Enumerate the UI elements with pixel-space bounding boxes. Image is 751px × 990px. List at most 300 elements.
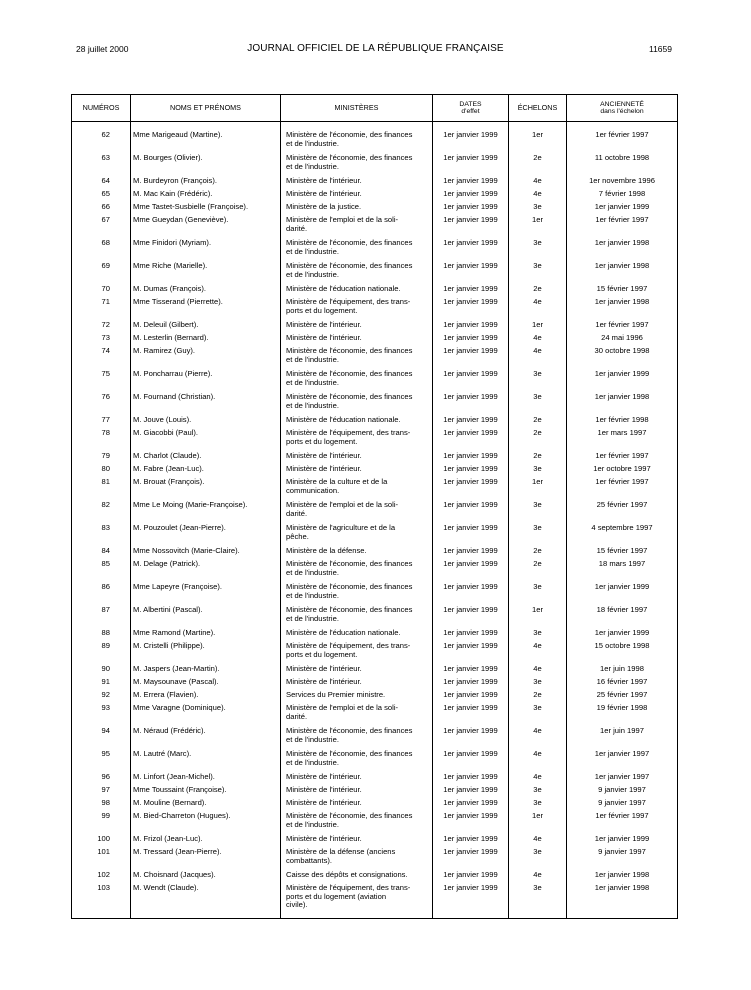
row-seniority: 1er février 1997 (567, 812, 678, 835)
row-name: M. Burdeyron (François). (131, 177, 281, 190)
row-echelon: 4e (509, 347, 567, 370)
row-number: 77 (72, 416, 131, 429)
row-number: 74 (72, 347, 131, 370)
row-number: 100 (72, 835, 131, 848)
ministry-line: Ministère de l'éducation nationale. (286, 628, 401, 637)
row-ministry (281, 216, 433, 239)
row-echelon: 2e (509, 547, 567, 560)
ministry-line: et de l'industrie. (286, 246, 339, 256)
row-effective-date: 1er janvier 1999 (433, 691, 509, 704)
ministry-line: et de l'industrie. (286, 138, 339, 148)
row-name: M. Jaspers (Jean-Martin). (131, 665, 281, 678)
issue-date: 28 juillet 2000 (76, 44, 129, 54)
col-header-numeros: NUMÉROS (72, 95, 131, 122)
row-name: Mme Finidori (Myriam). (131, 239, 281, 262)
table-row (72, 704, 678, 727)
row-ministry (281, 524, 433, 547)
ministry-line: Ministère de l'économie, des finances (286, 811, 413, 820)
row-echelon: 2e (509, 285, 567, 298)
row-seniority: 1er novembre 1996 (567, 177, 678, 190)
row-ministry (281, 478, 433, 501)
row-ministry (281, 727, 433, 750)
row-number: 82 (72, 501, 131, 524)
row-echelon: 4e (509, 871, 567, 884)
ministry-line: Ministère de l'économie, des finances (286, 392, 413, 401)
row-name: M. Linfort (Jean-Michel). (131, 773, 281, 786)
row-number: 63 (72, 154, 131, 177)
ministry-line: Ministère de la justice. (286, 202, 362, 211)
col-header-anciennete-line2: dans l'échelon (600, 108, 644, 115)
ministry-line: Ministère de l'économie, des finances (286, 346, 413, 355)
table-row (72, 501, 678, 524)
row-seniority: 1er janvier 1999 (567, 835, 678, 848)
row-number: 95 (72, 750, 131, 773)
row-echelon: 1er (509, 131, 567, 154)
row-name: Mme Tastet-Susbielle (Françoise). (131, 203, 281, 216)
row-effective-date: 1er janvier 1999 (433, 835, 509, 848)
row-echelon: 4e (509, 298, 567, 321)
row-number: 70 (72, 285, 131, 298)
ministry-line: Ministère de l'intérieur. (286, 772, 362, 781)
row-name: M. Ramirez (Guy). (131, 347, 281, 370)
row-ministry (281, 606, 433, 629)
table-row (72, 478, 678, 501)
row-echelon: 3e (509, 629, 567, 642)
row-echelon: 3e (509, 370, 567, 393)
ministry-line: Ministère de l'économie, des finances (286, 726, 413, 735)
row-echelon: 1er (509, 216, 567, 239)
row-name: Mme Tisserand (Pierrette). (131, 298, 281, 321)
col-header-anciennete-line1: ANCIENNETÉ (600, 100, 644, 108)
table-row (72, 606, 678, 629)
row-number: 86 (72, 583, 131, 606)
row-number: 102 (72, 871, 131, 884)
row-effective-date: 1er janvier 1999 (433, 547, 509, 560)
row-ministry (281, 393, 433, 416)
table-row (72, 131, 678, 154)
row-name: M. Mouline (Bernard). (131, 799, 281, 812)
page-header (0, 43, 751, 57)
row-effective-date: 1er janvier 1999 (433, 334, 509, 347)
ministry-line: Ministère de l'intérieur. (286, 798, 362, 807)
row-number: 73 (72, 334, 131, 347)
row-number: 67 (72, 216, 131, 239)
row-number: 81 (72, 478, 131, 501)
row-ministry (281, 848, 433, 871)
ministry-line: et de l'industrie. (286, 567, 339, 577)
row-echelon: 3e (509, 239, 567, 262)
table-row (72, 727, 678, 750)
row-ministry (281, 750, 433, 773)
ministry-line: communication. (286, 485, 340, 495)
ministry-line: Ministère de la culture et de la (286, 477, 388, 486)
row-seniority: 15 février 1997 (567, 285, 678, 298)
row-number: 84 (72, 547, 131, 560)
row-ministry (281, 884, 433, 919)
ministry-line: Ministère de l'intérieur. (286, 451, 362, 460)
row-echelon: 2e (509, 429, 567, 452)
row-name: M. Jouve (Louis). (131, 416, 281, 429)
journal-title: JOURNAL OFFICIEL DE LA RÉPUBLIQUE FRANÇAISE (247, 43, 504, 54)
row-effective-date: 1er janvier 1999 (433, 321, 509, 334)
ministry-line: et de l'industrie. (286, 819, 339, 829)
row-number: 101 (72, 848, 131, 871)
row-ministry (281, 262, 433, 285)
ministry-line: ports et du logement. (286, 436, 358, 446)
col-header-dates (433, 95, 509, 122)
row-name: M. Dumas (François). (131, 285, 281, 298)
row-seniority: 9 janvier 1997 (567, 799, 678, 812)
row-ministry (281, 560, 433, 583)
ministry-line: Ministère de l'équipement, des trans- (286, 641, 411, 650)
promotion-table (71, 94, 678, 919)
row-echelon: 4e (509, 727, 567, 750)
ministry-line: Ministère de l'équipement, des trans- (286, 883, 411, 892)
row-name: Mme Lapeyre (Françoise). (131, 583, 281, 606)
row-ministry (281, 370, 433, 393)
row-name: M. Brouat (François). (131, 478, 281, 501)
ministry-line: Ministère de l'économie, des finances (286, 749, 413, 758)
row-echelon: 4e (509, 750, 567, 773)
row-effective-date: 1er janvier 1999 (433, 478, 509, 501)
ministry-line: et de l'industrie. (286, 400, 339, 410)
row-number: 99 (72, 812, 131, 835)
row-effective-date: 1er janvier 1999 (433, 298, 509, 321)
row-effective-date: 1er janvier 1999 (433, 416, 509, 429)
row-echelon: 1er (509, 478, 567, 501)
row-echelon: 3e (509, 704, 567, 727)
table-row (72, 239, 678, 262)
ministry-line: Ministère de l'économie, des finances (286, 130, 413, 139)
table-row (72, 524, 678, 547)
ministry-line: Caisse des dépôts et consignations. (286, 870, 408, 879)
ministry-line: Ministère de l'intérieur. (286, 320, 362, 329)
row-seniority: 7 février 1998 (567, 190, 678, 203)
row-echelon: 1er (509, 606, 567, 629)
ministry-line: Services du Premier ministre. (286, 690, 386, 699)
row-name: M. Pouzoulet (Jean-Pierre). (131, 524, 281, 547)
row-number: 75 (72, 370, 131, 393)
row-seniority: 25 février 1997 (567, 501, 678, 524)
ministry-line: Ministère de l'éducation nationale. (286, 415, 401, 424)
row-echelon: 3e (509, 524, 567, 547)
ministry-line: et de l'industrie. (286, 590, 339, 600)
col-header-dates-line1: DATES (459, 100, 482, 108)
row-effective-date: 1er janvier 1999 (433, 501, 509, 524)
row-echelon: 1er (509, 321, 567, 334)
row-seniority: 18 février 1997 (567, 606, 678, 629)
row-echelon: 2e (509, 560, 567, 583)
row-seniority: 1er janvier 1999 (567, 583, 678, 606)
row-name: M. Mac Kain (Frédéric). (131, 190, 281, 203)
row-name: M. Lesterlin (Bernard). (131, 334, 281, 347)
row-name: M. Bourges (Olivier). (131, 154, 281, 177)
row-name: M. Tressard (Jean-Pierre). (131, 848, 281, 871)
row-effective-date: 1er janvier 1999 (433, 154, 509, 177)
row-name: Mme Le Moing (Marie-Françoise). (131, 501, 281, 524)
ministry-line: civile). (286, 900, 308, 910)
row-number: 62 (72, 131, 131, 154)
row-seniority: 9 janvier 1997 (567, 848, 678, 871)
row-number: 64 (72, 177, 131, 190)
row-seniority: 1er janvier 1999 (567, 629, 678, 642)
row-ministry (281, 501, 433, 524)
row-effective-date: 1er janvier 1999 (433, 642, 509, 665)
row-number: 92 (72, 691, 131, 704)
ministry-line: ports et du logement (aviation (286, 891, 387, 901)
row-effective-date: 1er janvier 1999 (433, 665, 509, 678)
row-number: 80 (72, 465, 131, 478)
ministry-line: Ministère de l'intérieur. (286, 176, 362, 185)
ministry-line: Ministère de l'intérieur. (286, 677, 362, 686)
table-body (72, 122, 678, 919)
row-effective-date: 1er janvier 1999 (433, 871, 509, 884)
table-row (72, 750, 678, 773)
ministry-line: Ministère de l'économie, des finances (286, 605, 413, 614)
table-row (72, 262, 678, 285)
row-seniority: 9 janvier 1997 (567, 786, 678, 799)
ministry-line: Ministère de l'intérieur. (286, 464, 362, 473)
ministry-line: Ministère de l'équipement, des trans- (286, 428, 411, 437)
row-name: M. Albertini (Pascal). (131, 606, 281, 629)
row-name: M. Poncharrau (Pierre). (131, 370, 281, 393)
row-echelon: 3e (509, 799, 567, 812)
row-name: Mme Toussaint (Françoise). (131, 786, 281, 799)
row-effective-date: 1er janvier 1999 (433, 429, 509, 452)
table-row (72, 347, 678, 370)
row-seniority: 1er janvier 1998 (567, 239, 678, 262)
ministry-line: Ministère de la défense. (286, 546, 367, 555)
row-number: 83 (72, 524, 131, 547)
ministry-line: pêche. (286, 531, 309, 541)
ministry-line: darité. (286, 508, 308, 518)
row-echelon: 3e (509, 583, 567, 606)
row-number: 65 (72, 190, 131, 203)
ministry-line: ports et du logement. (286, 305, 358, 315)
row-effective-date: 1er janvier 1999 (433, 203, 509, 216)
row-effective-date: 1er janvier 1999 (433, 131, 509, 154)
row-number: 72 (72, 321, 131, 334)
row-echelon: 4e (509, 642, 567, 665)
row-echelon: 1er (509, 812, 567, 835)
ministry-line: Ministère de l'économie, des finances (286, 153, 413, 162)
table-row (72, 370, 678, 393)
row-effective-date: 1er janvier 1999 (433, 606, 509, 629)
table-row (72, 154, 678, 177)
row-effective-date: 1er janvier 1999 (433, 216, 509, 239)
row-echelon: 2e (509, 452, 567, 465)
row-name: M. Cristelli (Philippe). (131, 642, 281, 665)
row-number: 98 (72, 799, 131, 812)
row-effective-date: 1er janvier 1999 (433, 812, 509, 835)
row-effective-date: 1er janvier 1999 (433, 190, 509, 203)
row-ministry (281, 131, 433, 154)
row-seniority: 4 septembre 1997 (567, 524, 678, 547)
row-seniority: 1er février 1997 (567, 321, 678, 334)
row-seniority: 1er janvier 1997 (567, 750, 678, 773)
row-seniority: 1er février 1997 (567, 131, 678, 154)
col-header-noms: NOMS ET PRÉNOMS (131, 95, 281, 122)
ministry-line: Ministère de l'agriculture et de la (286, 523, 396, 532)
row-name: M. Errera (Flavien). (131, 691, 281, 704)
row-name: M. Deleuil (Gilbert). (131, 321, 281, 334)
row-seniority: 1er janvier 1998 (567, 262, 678, 285)
table-row (72, 848, 678, 871)
row-echelon: 4e (509, 665, 567, 678)
row-name: M. Charlot (Claude). (131, 452, 281, 465)
row-effective-date: 1er janvier 1999 (433, 347, 509, 370)
row-effective-date: 1er janvier 1999 (433, 452, 509, 465)
table-row (72, 429, 678, 452)
row-seniority: 1er janvier 1998 (567, 884, 678, 919)
ministry-line: et de l'industrie. (286, 354, 339, 364)
ministry-line: Ministère de l'intérieur. (286, 834, 362, 843)
row-name: M. Delage (Patrick). (131, 560, 281, 583)
ministry-line: et de l'industrie. (286, 377, 339, 387)
ministry-line: et de l'industrie. (286, 613, 339, 623)
row-effective-date: 1er janvier 1999 (433, 583, 509, 606)
col-header-ministeres: MINISTÈRES (281, 95, 433, 122)
row-echelon: 3e (509, 393, 567, 416)
row-effective-date: 1er janvier 1999 (433, 465, 509, 478)
row-ministry (281, 812, 433, 835)
row-name: Mme Gueydan (Geneviève). (131, 216, 281, 239)
row-name: Mme Varagne (Dominique). (131, 704, 281, 727)
row-name: Mme Ramond (Martine). (131, 629, 281, 642)
col-header-echelons: ÉCHELONS (509, 95, 567, 122)
row-echelon: 3e (509, 678, 567, 691)
row-effective-date: 1er janvier 1999 (433, 560, 509, 583)
row-name: M. Bied-Charreton (Hugues). (131, 812, 281, 835)
row-number: 66 (72, 203, 131, 216)
row-effective-date: 1er janvier 1999 (433, 727, 509, 750)
page-number: 11659 (648, 44, 672, 54)
row-number: 93 (72, 704, 131, 727)
ministry-line: darité. (286, 223, 308, 233)
row-name: M. Lautré (Marc). (131, 750, 281, 773)
row-seniority: 1er janvier 1998 (567, 871, 678, 884)
row-number: 68 (72, 239, 131, 262)
row-ministry (281, 298, 433, 321)
row-echelon: 3e (509, 501, 567, 524)
ministry-line: Ministère de la défense (anciens (286, 847, 396, 856)
promotion-table-wrapper (71, 94, 677, 919)
row-effective-date: 1er janvier 1999 (433, 848, 509, 871)
row-seniority: 1er janvier 1999 (567, 370, 678, 393)
row-effective-date: 1er janvier 1999 (433, 799, 509, 812)
row-seniority: 15 octobre 1998 (567, 642, 678, 665)
row-effective-date: 1er janvier 1999 (433, 239, 509, 262)
col-header-dates-line2: d'effet (461, 108, 480, 115)
ministry-line: Ministère de l'économie, des finances (286, 369, 413, 378)
row-echelon: 3e (509, 848, 567, 871)
row-name: M. Maysounave (Pascal). (131, 678, 281, 691)
row-number: 97 (72, 786, 131, 799)
row-echelon: 3e (509, 465, 567, 478)
row-effective-date: 1er janvier 1999 (433, 773, 509, 786)
row-ministry (281, 347, 433, 370)
ministry-line: Ministère de l'intérieur. (286, 664, 362, 673)
row-seniority: 18 mars 1997 (567, 560, 678, 583)
table-row (72, 298, 678, 321)
row-name: Mme Riche (Marielle). (131, 262, 281, 285)
ministry-line: Ministère de l'économie, des finances (286, 238, 413, 247)
row-seniority: 19 février 1998 (567, 704, 678, 727)
row-effective-date: 1er janvier 1999 (433, 177, 509, 190)
row-echelon: 4e (509, 773, 567, 786)
row-name: M. Fabre (Jean-Luc). (131, 465, 281, 478)
row-seniority: 1er janvier 1998 (567, 298, 678, 321)
row-echelon: 3e (509, 786, 567, 799)
row-effective-date: 1er janvier 1999 (433, 786, 509, 799)
row-ministry (281, 704, 433, 727)
ministry-line: et de l'industrie. (286, 757, 339, 767)
row-echelon: 4e (509, 177, 567, 190)
row-seniority: 1er janvier 1999 (567, 203, 678, 216)
row-seniority: 1er février 1997 (567, 478, 678, 501)
row-seniority: 1er octobre 1997 (567, 465, 678, 478)
ministry-line: Ministère de l'emploi et de la soli- (286, 703, 399, 712)
ministry-line: Ministère de l'intérieur. (286, 785, 362, 794)
table-row (72, 812, 678, 835)
row-seniority: 1er janvier 1998 (567, 393, 678, 416)
ministry-line: Ministère de l'économie, des finances (286, 261, 413, 270)
row-number: 87 (72, 606, 131, 629)
table-row (72, 560, 678, 583)
row-echelon: 4e (509, 835, 567, 848)
row-seniority: 16 février 1997 (567, 678, 678, 691)
row-number: 78 (72, 429, 131, 452)
ministry-line: darité. (286, 711, 308, 721)
row-effective-date: 1er janvier 1999 (433, 370, 509, 393)
ministry-line: Ministère de l'économie, des finances (286, 559, 413, 568)
row-effective-date: 1er janvier 1999 (433, 750, 509, 773)
row-name: M. Wendt (Claude). (131, 884, 281, 919)
row-seniority: 1er mars 1997 (567, 429, 678, 452)
ministry-line: ports et du logement. (286, 649, 358, 659)
row-echelon: 4e (509, 334, 567, 347)
row-number: 91 (72, 678, 131, 691)
row-ministry (281, 429, 433, 452)
row-name: M. Néraud (Frédéric). (131, 727, 281, 750)
row-seniority: 30 octobre 1998 (567, 347, 678, 370)
row-effective-date: 1er janvier 1999 (433, 393, 509, 416)
row-effective-date: 1er janvier 1999 (433, 285, 509, 298)
ministry-line: Ministère de l'éducation nationale. (286, 284, 401, 293)
row-number: 69 (72, 262, 131, 285)
ministry-line: Ministère de l'emploi et de la soli- (286, 215, 399, 224)
ministry-line: Ministère de l'emploi et de la soli- (286, 500, 399, 509)
row-seniority: 1er février 1997 (567, 216, 678, 239)
row-echelon: 2e (509, 154, 567, 177)
row-effective-date: 1er janvier 1999 (433, 262, 509, 285)
row-effective-date: 1er janvier 1999 (433, 524, 509, 547)
ministry-line: combattants). (286, 855, 333, 865)
row-seniority: 1er juin 1998 (567, 665, 678, 678)
row-number: 85 (72, 560, 131, 583)
row-number: 88 (72, 629, 131, 642)
row-effective-date: 1er janvier 1999 (433, 629, 509, 642)
row-seniority: 1er janvier 1997 (567, 773, 678, 786)
row-number: 94 (72, 727, 131, 750)
row-name: M. Fournand (Christian). (131, 393, 281, 416)
row-seniority: 1er juin 1997 (567, 727, 678, 750)
row-number: 71 (72, 298, 131, 321)
ministry-line: Ministère de l'économie, des finances (286, 582, 413, 591)
row-ministry (281, 239, 433, 262)
row-seniority: 1er février 1997 (567, 452, 678, 465)
table-row (72, 884, 678, 919)
